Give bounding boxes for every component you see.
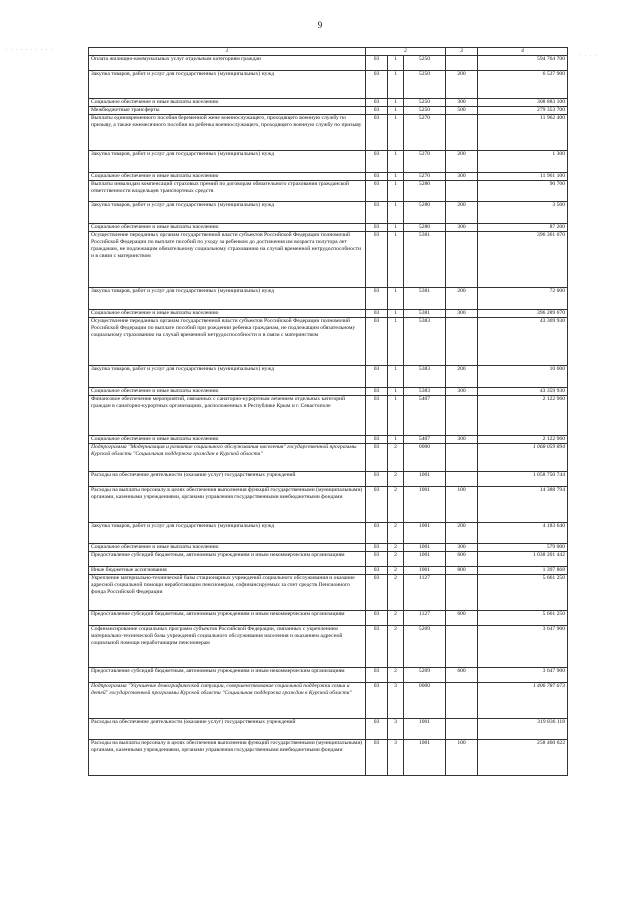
row-section-cell: 03	[366, 56, 388, 71]
row-amount-cell: 72 000	[478, 288, 568, 310]
row-expense-type-cell: 200	[446, 151, 478, 173]
row-subsection-cell: 2	[388, 575, 404, 611]
row-name-cell: Социальное обеспечение и иные выплаты населению	[89, 436, 366, 444]
row-expense-type-cell	[446, 472, 478, 487]
row-subsection-cell: 2	[388, 567, 404, 575]
row-subsection-cell: 2	[388, 626, 404, 668]
row-amount-cell: 579 000	[478, 544, 568, 552]
table-row	[89, 99, 568, 107]
row-subsection-cell: 1	[388, 310, 404, 318]
row-subsection-cell: 1	[388, 71, 404, 99]
header-col-1: 1	[89, 48, 366, 56]
row-amount-cell: 279 353 700	[478, 107, 568, 115]
row-name-cell: Оплата жилищно-коммунальных услуг отдельным категориям граждан	[89, 56, 366, 71]
row-expense-type-cell: 300	[446, 99, 478, 107]
row-section-cell: 03	[366, 366, 388, 388]
table-body	[89, 56, 568, 776]
row-name-cell: Социальное обеспечение и иные выплаты населению	[89, 388, 366, 396]
row-target-article-cell: 1001	[404, 719, 446, 740]
row-target-article-cell: 1001	[404, 740, 446, 776]
row-subsection-cell: 2	[388, 611, 404, 626]
table-row	[89, 626, 568, 668]
row-subsection-cell: 1	[388, 396, 404, 436]
row-amount-cell: 43 369 930	[478, 318, 568, 366]
table-row	[89, 396, 568, 436]
row-amount-cell: 1 058 750 744	[478, 472, 568, 487]
row-section-cell: 03	[366, 575, 388, 611]
row-section-cell: 03	[366, 310, 388, 318]
row-target-article-cell: 1001	[404, 523, 446, 544]
row-name-cell: Социальное обеспечение и иные выплаты населению	[89, 173, 366, 181]
row-name-cell: Подпрограмма "Улучшение демографической ситуации, совершенствование социальной поддержки семьи и детей" государственной программы Курской области "Социальная поддержка граждан в Курской области"	[89, 683, 366, 719]
row-section-cell: 03	[366, 115, 388, 151]
row-expense-type-cell: 800	[446, 567, 478, 575]
row-target-article-cell: 5407	[404, 396, 446, 436]
row-target-article-cell: 0000	[404, 444, 446, 472]
scan-artifact-left: · · · · · · · · · ·	[6, 48, 53, 53]
row-target-article-cell: 1127	[404, 611, 446, 626]
row-amount-cell: 2 122 960	[478, 396, 568, 436]
row-section-cell: 03	[366, 396, 388, 436]
row-expense-type-cell: 600	[446, 668, 478, 683]
row-target-article-cell: 1001	[404, 552, 446, 567]
row-subsection-cell: 1	[388, 202, 404, 224]
row-target-article-cell: 5250	[404, 99, 446, 107]
page-number: 9	[317, 20, 323, 30]
row-section-cell: 03	[366, 436, 388, 444]
row-target-article-cell: 5270	[404, 173, 446, 181]
table-row	[89, 611, 568, 626]
row-expense-type-cell: 200	[446, 202, 478, 224]
row-subsection-cell: 2	[388, 544, 404, 552]
row-expense-type-cell	[446, 444, 478, 472]
row-section-cell: 03	[366, 552, 388, 567]
table-row	[89, 107, 568, 115]
table-row	[89, 567, 568, 575]
table-row	[89, 740, 568, 776]
row-expense-type-cell	[446, 575, 478, 611]
row-expense-type-cell: 100	[446, 487, 478, 523]
row-subsection-cell: 3	[388, 740, 404, 776]
row-subsection-cell: 1	[388, 318, 404, 366]
row-amount-cell: 2 122 960	[478, 436, 568, 444]
row-target-article-cell: 5383	[404, 388, 446, 396]
row-target-article-cell: 5407	[404, 436, 446, 444]
row-amount-cell: 14 388 794	[478, 487, 568, 523]
table-row	[89, 388, 568, 396]
row-expense-type-cell	[446, 396, 478, 436]
row-target-article-cell: 5280	[404, 181, 446, 202]
row-name-cell: Закупка товаров, работ и услуг для государственных (муниципальных) нужд	[89, 366, 366, 388]
table-row	[89, 366, 568, 388]
row-section-cell: 03	[366, 99, 388, 107]
table-row	[89, 318, 568, 366]
row-section-cell: 03	[366, 388, 388, 396]
row-target-article-cell: 1001	[404, 567, 446, 575]
row-subsection-cell: 1	[388, 56, 404, 71]
row-target-article-cell: 5270	[404, 115, 446, 151]
row-name-cell: Выплаты инвалидам компенсаций страховых премий по договорам обязательного страхования гражданской ответственности владельцев транспортных средств	[89, 181, 366, 202]
row-name-cell: Закупка товаров, работ и услуг для государственных (муниципальных) нужд	[89, 151, 366, 173]
row-name-cell: Социальное обеспечение и иные выплаты населению	[89, 310, 366, 318]
row-subsection-cell: 3	[388, 719, 404, 740]
row-expense-type-cell: 200	[446, 523, 478, 544]
row-target-article-cell: 5381	[404, 232, 446, 288]
row-name-cell: Расходы на обеспечение деятельности (оказание услуг) государственных учреждений	[89, 472, 366, 487]
row-name-cell: Расходы на выплаты персоналу в целях обеспечения выполнения функций государственными (муниципальными) органами, казенными учреждениями, органами управления государственными внебюджетными фондами	[89, 740, 366, 776]
row-target-article-cell: 1001	[404, 487, 446, 523]
row-expense-type-cell: 300	[446, 310, 478, 318]
table-row	[89, 668, 568, 683]
row-amount-cell: 10 000	[478, 366, 568, 388]
row-section-cell: 03	[366, 173, 388, 181]
row-amount-cell: 308 883 100	[478, 99, 568, 107]
row-amount-cell: 11 961 100	[478, 173, 568, 181]
row-amount-cell: 594 764 700	[478, 56, 568, 71]
row-expense-type-cell: 300	[446, 544, 478, 552]
row-amount-cell: 5 661 250	[478, 611, 568, 626]
row-subsection-cell: 2	[388, 472, 404, 487]
table-row	[89, 719, 568, 740]
row-subsection-cell: 1	[388, 173, 404, 181]
row-name-cell: Иные бюджетные ассигнования	[89, 567, 366, 575]
row-subsection-cell: 1	[388, 288, 404, 310]
row-section-cell: 03	[366, 71, 388, 99]
row-name-cell: Выплаты единовременного пособия беременной жене военнослужащего, проходящего военную службу по призыву, а также ежемесячного пособия на ребенка военнослужащего, проходящего военную службу по призыву	[89, 115, 366, 151]
table-row	[89, 444, 568, 472]
table-row	[89, 436, 568, 444]
row-name-cell: Предоставление субсидий бюджетным, автономным учреждениям и иным некоммерческим организациям	[89, 611, 366, 626]
row-expense-type-cell: 200	[446, 288, 478, 310]
row-name-cell: Закупка товаров, работ и услуг для государственных (муниципальных) нужд	[89, 71, 366, 99]
table-row	[89, 151, 568, 173]
row-amount-cell: 3 647 900	[478, 668, 568, 683]
row-name-cell: Закупка товаров, работ и услуг для государственных (муниципальных) нужд	[89, 288, 366, 310]
row-amount-cell: 90 700	[478, 181, 568, 202]
row-amount-cell: 396 361 670	[478, 232, 568, 288]
row-name-cell: Финансовое обеспечение мероприятий, связанных с санаторно-курортным лечением отдельных категорий граждан в санаторно-курортных организациях, расположенных в Республике Крым и г. Севастополе	[89, 396, 366, 436]
row-section-cell: 03	[366, 232, 388, 288]
row-section-cell: 03	[366, 288, 388, 310]
row-expense-type-cell: 200	[446, 71, 478, 99]
table-row	[89, 523, 568, 544]
row-target-article-cell: 0000	[404, 683, 446, 719]
row-section-cell: 03	[366, 626, 388, 668]
table-row	[89, 487, 568, 523]
row-expense-type-cell: 300	[446, 224, 478, 232]
row-name-cell: Социальное обеспечение и иные выплаты населению	[89, 99, 366, 107]
table-row	[89, 310, 568, 318]
row-target-article-cell: 5383	[404, 366, 446, 388]
row-amount-cell: 396 289 670	[478, 310, 568, 318]
row-target-article-cell: 5381	[404, 310, 446, 318]
row-target-article-cell: 5250	[404, 107, 446, 115]
row-target-article-cell: 5280	[404, 202, 446, 224]
row-target-article-cell: 5209	[404, 668, 446, 683]
row-subsection-cell: 1	[388, 151, 404, 173]
row-target-article-cell: 5280	[404, 224, 446, 232]
table-row	[89, 552, 568, 567]
row-amount-cell: 1 300	[478, 151, 568, 173]
row-name-cell: Осуществление переданных органам государственной власти субъектов Российской Федерации полномочий Российской Федерации по выплате пособий по уходу за ребенком до достижения им возраста полутора лет гражданам, не подлежащим обязательному социальному страхованию на случай временной нетрудоспособности и в связи с материнством	[89, 232, 366, 288]
row-name-cell: Закупка товаров, работ и услуг для государственных (муниципальных) нужд	[89, 202, 366, 224]
header-col-3: 3	[446, 48, 478, 56]
row-expense-type-cell: 500	[446, 107, 478, 115]
table-row	[89, 575, 568, 611]
row-section-cell: 03	[366, 523, 388, 544]
row-subsection-cell: 1	[388, 224, 404, 232]
row-section-cell: 03	[366, 487, 388, 523]
table-row	[89, 544, 568, 552]
row-name-cell: Укрепление материально-технической базы стационарных учреждений социального обслуживания и оказание адресной социальной помощи неработающим пенсионерам, софинансируемых за счет средств Пенсионного фонда Российской Федерации	[89, 575, 366, 611]
table-row	[89, 683, 568, 719]
row-name-cell: Осуществление переданных органам государственной власти субъектов Российской Федерации полномочий Российской Федерации по выплате пособий при рождении ребенка гражданам, не подлежащим обязательному социальному страхованию на случай временной нетрудоспособности и в связи с материнством	[89, 318, 366, 366]
table-row	[89, 173, 568, 181]
table-row	[89, 472, 568, 487]
row-section-cell: 03	[366, 181, 388, 202]
row-amount-cell: 5 661 250	[478, 575, 568, 611]
row-target-article-cell: 5270	[404, 151, 446, 173]
row-target-article-cell: 5381	[404, 288, 446, 310]
row-amount-cell: 43 359 930	[478, 388, 568, 396]
scan-artifact-right: · · · ·	[580, 54, 598, 59]
row-amount-cell: 87 200	[478, 224, 568, 232]
row-expense-type-cell	[446, 232, 478, 288]
row-amount-cell: 1 038 201 442	[478, 552, 568, 567]
row-subsection-cell: 2	[388, 444, 404, 472]
row-amount-cell: 1 068 059 894	[478, 444, 568, 472]
table-row	[89, 232, 568, 288]
row-section-cell: 03	[366, 107, 388, 115]
table-row	[89, 202, 568, 224]
row-subsection-cell: 1	[388, 115, 404, 151]
row-section-cell: 03	[366, 740, 388, 776]
table-row	[89, 181, 568, 202]
row-subsection-cell: 2	[388, 487, 404, 523]
row-subsection-cell: 1	[388, 181, 404, 202]
row-subsection-cell: 1	[388, 436, 404, 444]
row-expense-type-cell: 200	[446, 366, 478, 388]
row-expense-type-cell: 100	[446, 740, 478, 776]
row-name-cell: Социальное обеспечение и иные выплаты населению	[89, 224, 366, 232]
row-target-article-cell: 1127	[404, 575, 446, 611]
row-expense-type-cell: 300	[446, 388, 478, 396]
row-expense-type-cell: 300	[446, 173, 478, 181]
row-subsection-cell: 2	[388, 668, 404, 683]
row-amount-cell: 319 836 118	[478, 719, 568, 740]
row-amount-cell: 3 500	[478, 202, 568, 224]
row-name-cell: Подпрограмма "Модернизация и развитие социального обслуживания населения" государственной программы Курской области "Социальная поддержка граждан в Курской области"	[89, 444, 366, 472]
row-amount-cell: 4 183 640	[478, 523, 568, 544]
row-expense-type-cell	[446, 181, 478, 202]
row-amount-cell: 3 647 900	[478, 626, 568, 668]
row-name-cell: Межбюджетные трансферты	[89, 107, 366, 115]
row-target-article-cell: 1001	[404, 472, 446, 487]
row-subsection-cell: 1	[388, 366, 404, 388]
row-expense-type-cell: 600	[446, 611, 478, 626]
row-name-cell: Софинансирование социальных программ субъектов Российской Федерации, связанных с укреплением материально-технической базы учреждений социального обслуживания населения и оказанием адресной социальной помощи неработающим пенсионерам	[89, 626, 366, 668]
header-col-4: 4	[478, 48, 568, 56]
row-section-cell: 03	[366, 544, 388, 552]
row-target-article-cell: 5383	[404, 318, 446, 366]
row-amount-cell: 6 527 900	[478, 71, 568, 99]
row-section-cell: 03	[366, 472, 388, 487]
row-section-cell: 03	[366, 683, 388, 719]
row-subsection-cell: 3	[388, 683, 404, 719]
row-target-article-cell: 1001	[404, 544, 446, 552]
row-subsection-cell: 1	[388, 99, 404, 107]
row-name-cell: Расходы на выплаты персоналу в целях обеспечения выполнения функций государственными (муниципальными) органами, казенными учреждениями, органами управления государственными внебюджетными фондами	[89, 487, 366, 523]
row-section-cell: 03	[366, 567, 388, 575]
row-name-cell: Предоставление субсидий бюджетным, автономным учреждениям и иным некоммерческим организациям	[89, 668, 366, 683]
row-name-cell: Закупка товаров, работ и услуг для государственных (муниципальных) нужд	[89, 523, 366, 544]
row-expense-type-cell: 600	[446, 552, 478, 567]
row-expense-type-cell	[446, 56, 478, 71]
header-row	[89, 48, 568, 56]
row-expense-type-cell	[446, 683, 478, 719]
row-name-cell: Расходы на обеспечение деятельности (оказание услуг) государственных учреждений	[89, 719, 366, 740]
table-row	[89, 71, 568, 99]
row-expense-type-cell	[446, 318, 478, 366]
table-row	[89, 288, 568, 310]
row-section-cell: 03	[366, 719, 388, 740]
row-expense-type-cell	[446, 626, 478, 668]
row-section-cell: 03	[366, 202, 388, 224]
header-col-2: 2	[366, 48, 446, 56]
row-subsection-cell: 2	[388, 552, 404, 567]
row-section-cell: 03	[366, 318, 388, 366]
row-expense-type-cell	[446, 115, 478, 151]
row-amount-cell: 1 397 868	[478, 567, 568, 575]
row-amount-cell: 1 406 787 673	[478, 683, 568, 719]
row-section-cell: 03	[366, 668, 388, 683]
table-row	[89, 115, 568, 151]
row-section-cell: 03	[366, 444, 388, 472]
table-row	[89, 224, 568, 232]
row-subsection-cell: 1	[388, 388, 404, 396]
row-name-cell: Предоставление субсидий бюджетным, автономным учреждениям и иным некоммерческим организациям	[89, 552, 366, 567]
row-name-cell: Социальное обеспечение и иные выплаты населению	[89, 544, 366, 552]
row-section-cell: 03	[366, 151, 388, 173]
row-target-article-cell: 5209	[404, 626, 446, 668]
row-expense-type-cell: 300	[446, 436, 478, 444]
row-subsection-cell: 1	[388, 107, 404, 115]
row-subsection-cell: 1	[388, 232, 404, 288]
table-row	[89, 56, 568, 71]
row-subsection-cell: 2	[388, 523, 404, 544]
row-target-article-cell: 5250	[404, 56, 446, 71]
row-section-cell: 03	[366, 224, 388, 232]
row-target-article-cell: 5250	[404, 71, 446, 99]
budget-table	[88, 47, 568, 776]
row-amount-cell: 258 460 622	[478, 740, 568, 776]
row-expense-type-cell	[446, 719, 478, 740]
row-section-cell: 03	[366, 611, 388, 626]
row-amount-cell: 11 962 400	[478, 115, 568, 151]
